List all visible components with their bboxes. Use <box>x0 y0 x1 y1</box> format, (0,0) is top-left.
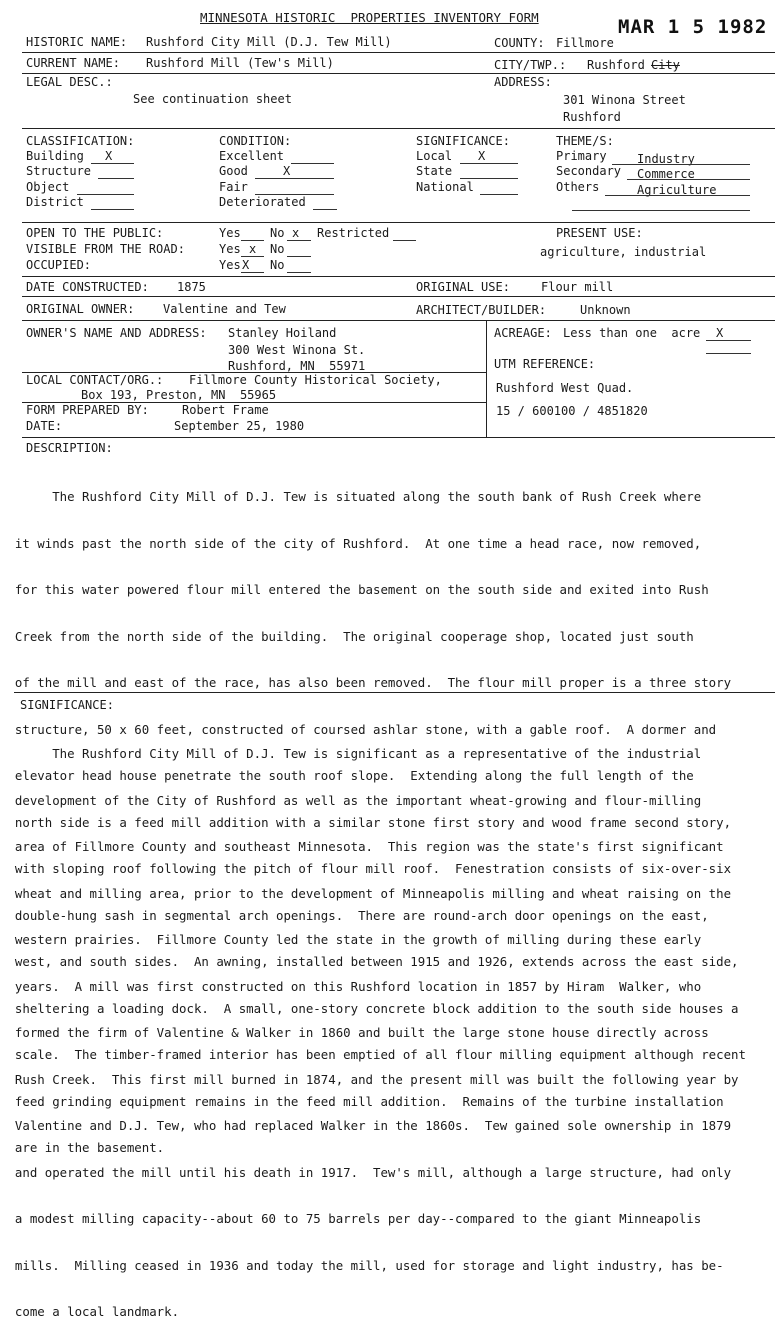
open-no-mark: x <box>292 226 300 240</box>
description-line: Creek from the north side of the building. The original cooperage shop, located just south <box>0 628 694 644</box>
divider <box>22 276 775 277</box>
current-name-label: CURRENT NAME: <box>26 56 120 70</box>
condition-excellent: Excellent <box>219 149 285 163</box>
occupied-label: OCCUPIED: <box>26 258 92 272</box>
blank-line <box>255 178 334 179</box>
significance-line: The Rushford City Mill of D.J. Tew is significant as a representative of the industrial <box>0 746 702 761</box>
form-date-value: September 25, 1980 <box>174 419 305 433</box>
city-struck-value: City <box>651 58 680 72</box>
theme-secondary-value: Commerce <box>637 167 695 181</box>
divider <box>22 320 775 321</box>
significance-line: western prairies. Fillmore County led the state in the growth of milling during these early <box>0 932 702 947</box>
local-contact-line2: Box 193, Preston, MN 55965 <box>81 388 277 402</box>
blank-line <box>460 178 518 179</box>
description-line: double-hung sash in segmental arch openings. There are round-arch door openings on the east, <box>0 907 709 923</box>
county-value: Fillmore <box>556 36 614 50</box>
description-line: scale. The timber-framed interior has been emptied of all flour milling equipment although recent <box>0 1047 746 1062</box>
blank-line <box>287 256 311 257</box>
city-value: Rushford <box>587 58 645 72</box>
acreage-value: Less than one acre <box>563 326 701 340</box>
column-divider <box>486 320 487 437</box>
present-use-label: PRESENT USE: <box>556 226 643 240</box>
utm-coordinates: 15 / 600100 / 4851820 <box>496 404 648 418</box>
blank-line <box>241 272 264 273</box>
original-use-label: ORIGINAL USE: <box>416 280 510 294</box>
utm-quad: Rushford West Quad. <box>496 381 634 395</box>
historic-name-value: Rushford City Mill (D.J. Tew Mill) <box>146 35 392 49</box>
blank-line <box>91 163 134 164</box>
owner-name-address-label: OWNER'S NAME AND ADDRESS: <box>26 326 207 340</box>
blank-line <box>91 209 134 210</box>
significance-label: SIGNIFICANCE: <box>20 698 114 712</box>
theme-others-value: Agriculture <box>637 183 717 197</box>
blank-line <box>241 256 264 257</box>
blank-line <box>605 195 750 196</box>
theme-others-label: Others <box>556 180 600 194</box>
local-contact-label: LOCAL CONTACT/ORG.: <box>26 373 164 387</box>
occupied-yes-mark: X <box>242 258 250 272</box>
significance-line: development of the City of Rushford as well as the important wheat-growing and flour-milling <box>0 792 702 808</box>
blank-line <box>706 353 751 354</box>
description-line: for this water powered flour mill entered the basement on the south side and exited into Rush <box>0 582 709 597</box>
blank-line <box>612 164 750 165</box>
blank-line <box>393 240 416 241</box>
utm-reference-label: UTM REFERENCE: <box>494 357 596 371</box>
date-constructed-label: DATE CONSTRUCTED: <box>26 280 149 294</box>
blank-line <box>480 194 518 195</box>
classification-district: District <box>26 195 84 209</box>
description-line: The Rushford City Mill of D.J. Tew is situated along the south bank of Rush Creek where <box>0 489 702 504</box>
classification-structure: Structure <box>26 164 92 178</box>
visible-yes-mark: x <box>249 242 257 256</box>
divider <box>22 128 775 129</box>
description-label: DESCRIPTION: <box>26 441 113 455</box>
blank-line <box>98 178 134 179</box>
condition-fair: Fair <box>219 180 248 194</box>
condition-label: CONDITION: <box>219 134 292 148</box>
significance-line: a modest milling capacity--about 60 to 75 barrels per day--compared to the giant Minneapolis <box>0 1211 702 1226</box>
visible-road-label: VISIBLE FROM THE ROAD: <box>26 242 185 256</box>
owner-name: Stanley Hoiland <box>228 326 337 340</box>
classification-building: Building <box>26 149 84 163</box>
address-line2: Rushford <box>563 110 621 124</box>
condition-good: Good <box>219 164 248 178</box>
significance-line: wheat and milling area, prior to the development of Minneapolis milling and wheat raising on the <box>0 885 732 901</box>
significance-local: Local <box>416 149 453 163</box>
received-date-stamp: MAR 1 5 1982 <box>618 16 768 38</box>
significance-local-mark: X <box>478 149 486 163</box>
historic-name-label: HISTORIC NAME: <box>26 35 128 49</box>
description-line: of the mill and east of the race, has also been removed. The flour mill proper is a three story <box>0 675 732 690</box>
legal-desc-value: See continuation sheet <box>133 92 292 106</box>
condition-good-mark: X <box>283 164 291 178</box>
blank-line <box>313 209 337 210</box>
classification-building-mark: X <box>105 149 113 163</box>
significance-line: years. A mill was first constructed on this Rushford location in 1857 by Hiram Walker, who <box>0 978 702 994</box>
significance-national: National <box>416 180 474 194</box>
address-label: ADDRESS: <box>494 75 552 89</box>
significance-box-label: SIGNIFICANCE: <box>416 134 510 148</box>
blank-line <box>460 163 518 164</box>
significance-body <box>0 715 745 1335</box>
description-line: feed grinding equipment remains in the feed mill addition. Remains of the turbine installation <box>0 1093 724 1109</box>
architect-label: ARCHITECT/BUILDER: <box>416 303 547 317</box>
blank-line <box>572 210 750 211</box>
description-line: structure, 50 x 60 feet, constructed of coursed ashlar stone, with a gable roof. A dormer and <box>0 721 717 737</box>
description-line: are in the basement. <box>0 1140 165 1155</box>
significance-state: State <box>416 164 453 178</box>
open-yes: Yes <box>219 226 241 240</box>
blank-line <box>287 240 311 241</box>
county-label: COUNTY: <box>494 36 545 50</box>
description-line: elevator head house penetrate the south roof slope. Extending along the full length of the <box>0 768 694 783</box>
divider <box>22 437 775 438</box>
city-label: CITY/TWP.: <box>494 58 567 72</box>
form-date-label: DATE: <box>26 419 63 433</box>
occupied-no: No <box>270 258 285 272</box>
address-line1: 301 Winona Street <box>563 93 686 107</box>
significance-line: Valentine and D.J. Tew, who had replaced Walker in the 1860s. Tew gained sole ownership in 1879 <box>0 1118 732 1133</box>
condition-deteriorated: Deteriorated <box>219 195 306 209</box>
original-owner-label: ORIGINAL OWNER: <box>26 302 135 316</box>
blank-line <box>627 179 750 180</box>
blank-line <box>287 272 311 273</box>
divider <box>22 52 775 53</box>
description-line: with sloping roof following the pitch of flour mill roof. Fenestration consists of six-over-six <box>0 861 732 876</box>
significance-line: mills. Milling ceased in 1936 and today the mill, used for storage and light industry, has be- <box>0 1257 724 1273</box>
blank-line <box>77 194 134 195</box>
blank-line <box>291 163 334 164</box>
owner-street: 300 West Winona St. <box>228 343 366 357</box>
acreage-mark: X <box>716 326 724 340</box>
owner-city: Rushford, MN 55971 <box>228 359 366 373</box>
divider <box>22 73 775 74</box>
form-prepared-value: Robert Frame <box>182 403 269 417</box>
divider <box>14 692 775 693</box>
description-line: it winds past the north side of the city of Rushford. At one time a head race, now removed, <box>0 535 702 551</box>
legal-desc-label: LEGAL DESC.: <box>26 75 113 89</box>
open-restricted: Restricted <box>317 226 390 240</box>
original-owner-value: Valentine and Tew <box>163 302 286 316</box>
significance-line: area of Fillmore County and southeast Minnesota. This region was the state's first significant <box>0 839 724 854</box>
description-line: west, and south sides. An awning, installed between 1915 and 1926, extends across the east side, <box>0 954 739 969</box>
significance-line: come a local landmark. <box>0 1304 180 1319</box>
original-use-value: Flour mill <box>541 280 614 294</box>
visible-yes: Yes <box>219 242 241 256</box>
form-title: MINNESOTA HISTORIC PROPERTIES INVENTORY FORM <box>200 10 539 25</box>
classification-label: CLASSIFICATION: <box>26 134 135 148</box>
local-contact-line1: Fillmore County Historical Society, <box>189 373 442 387</box>
theme-primary-value: Industry <box>637 152 695 166</box>
divider <box>22 296 775 297</box>
visible-no: No <box>270 242 285 256</box>
theme-secondary-label: Secondary <box>556 164 622 178</box>
acreage-label: ACREAGE: <box>494 326 552 340</box>
divider <box>22 222 775 223</box>
form-prepared-label: FORM PREPARED BY: <box>26 403 149 417</box>
significance-line: and operated the mill until his death in 1917. Tew's mill, although a large structure, had only <box>0 1164 732 1180</box>
open-no: No <box>270 226 285 240</box>
architect-value: Unknown <box>580 303 631 317</box>
blank-line <box>706 340 751 341</box>
occupied-yes: Yes <box>219 258 241 272</box>
theme-label: THEME/S: <box>556 134 614 148</box>
significance-line: Rush Creek. This first mill burned in 1874, and the present mill was built the following year by <box>0 1071 739 1087</box>
open-public-label: OPEN TO THE PUBLIC: <box>26 226 164 240</box>
description-line: sheltering a loading dock. A small, one-story concrete block addition to the south side houses a <box>0 1000 739 1016</box>
blank-line <box>241 240 264 241</box>
classification-object: Object <box>26 180 70 194</box>
date-constructed-value: 1875 <box>177 280 206 294</box>
present-use-value: agriculture, industrial <box>540 245 707 259</box>
significance-line: formed the firm of Valentine & Walker in 1860 and built the large stone house directly across <box>0 1025 709 1040</box>
theme-primary-label: Primary <box>556 149 607 163</box>
current-name-value: Rushford Mill (Tew's Mill) <box>146 56 334 70</box>
description-line: north side is a feed mill addition with a similar stone first story and wood frame second story, <box>0 814 732 830</box>
